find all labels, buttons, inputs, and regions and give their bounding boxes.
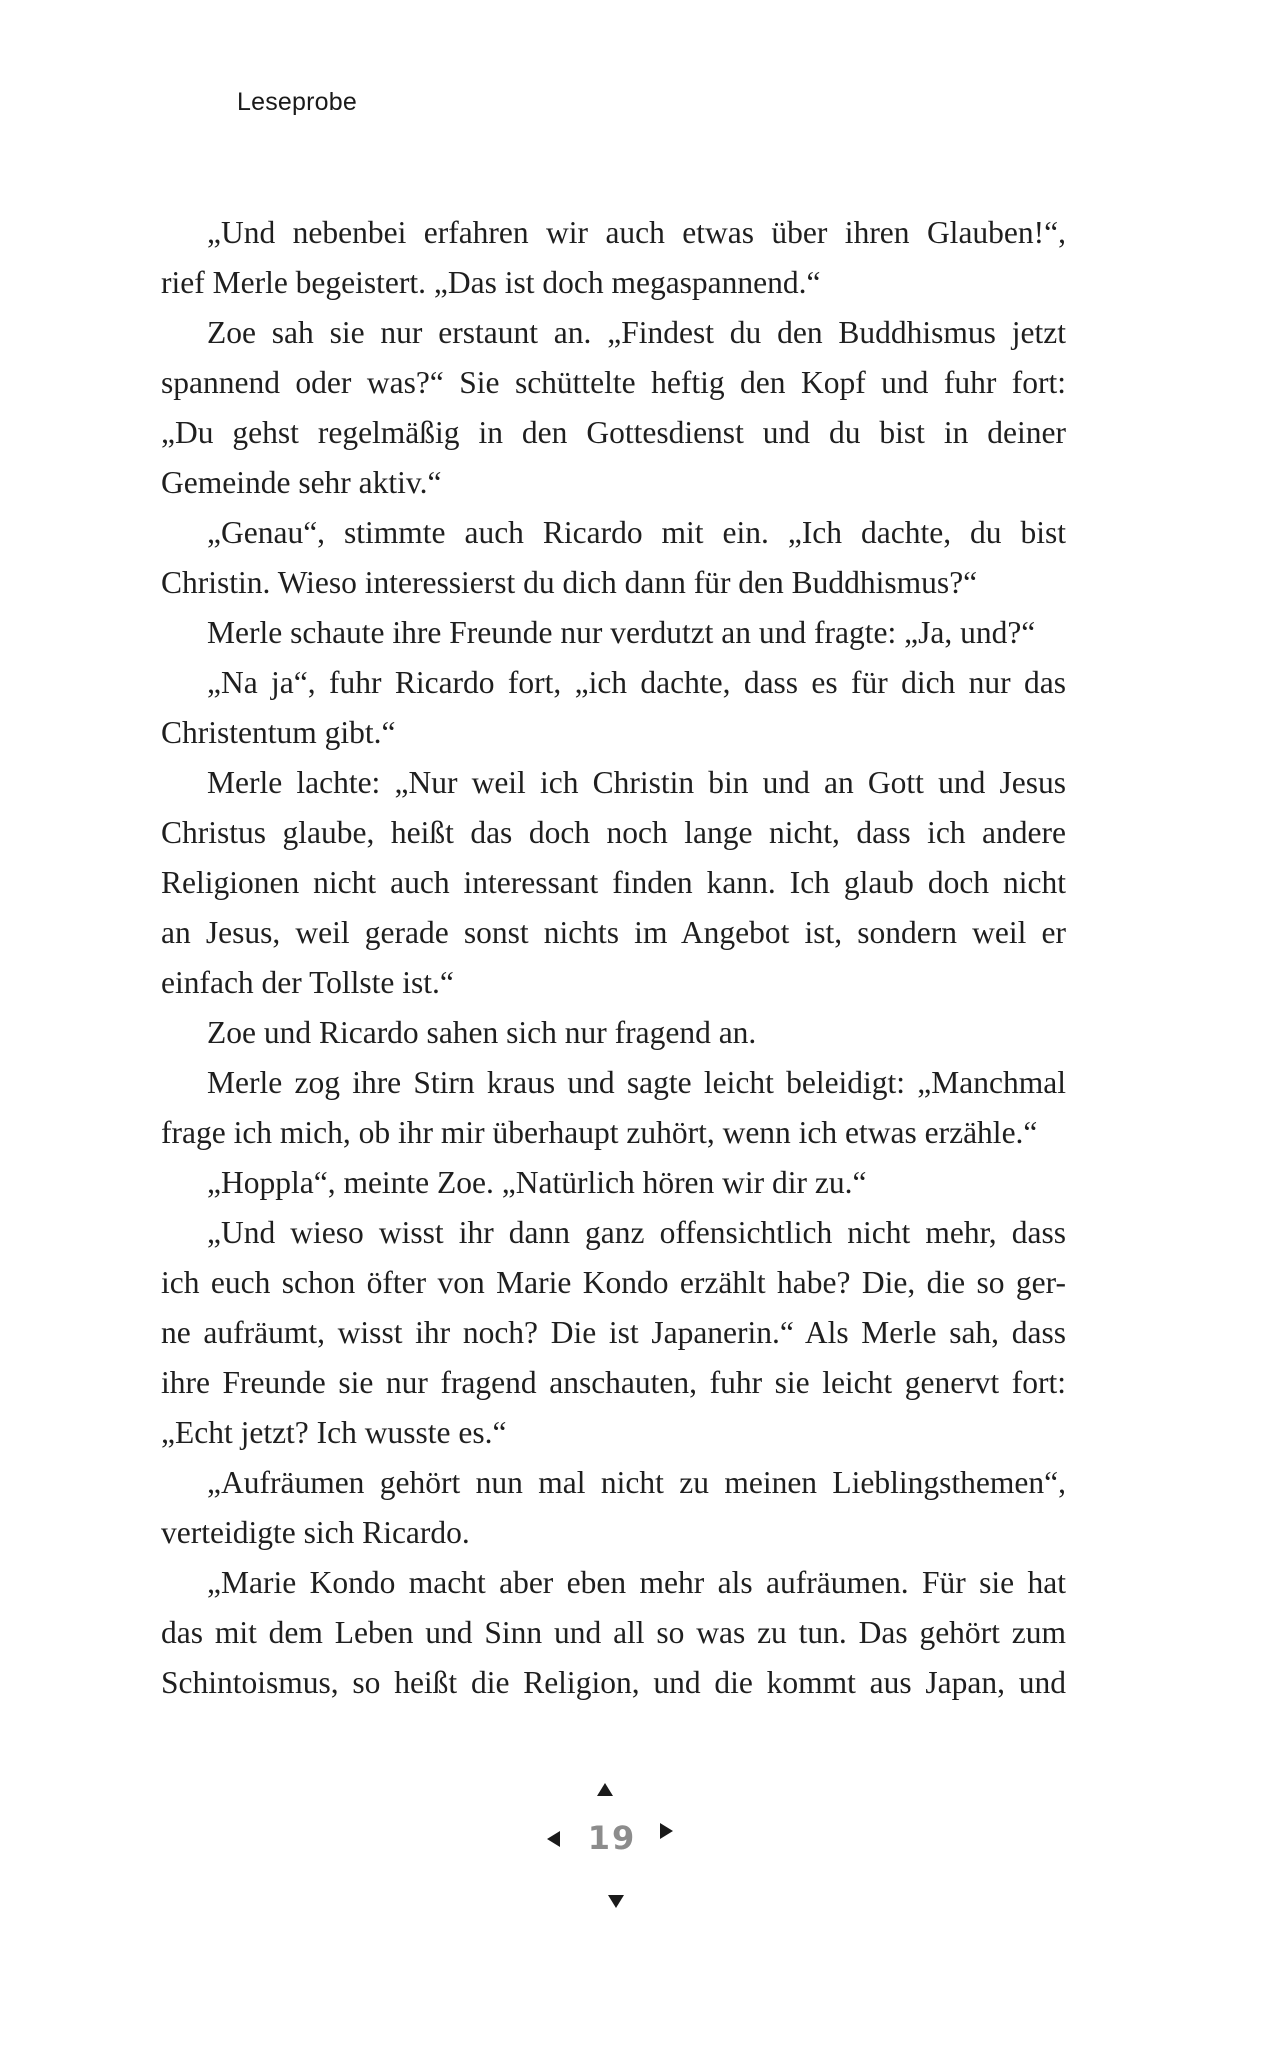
- arrow-right-icon: [660, 1823, 673, 1839]
- text-line: „Du gehst regelmäßig in den Gottesdienst und du bist in deiner: [161, 415, 1066, 450]
- text-line: Merle lachte: „Nur weil ich Christin bin und an Gott und Jesus: [207, 765, 1066, 800]
- body-text: [161, 208, 1066, 1708]
- text-line: Religionen nicht auch interessant finden kann. Ich glaub doch nicht: [161, 865, 1066, 900]
- text-line: ich euch schon öfter von Marie Kondo erzählt habe? Die, die so ger-: [161, 1265, 1066, 1300]
- page-number: 19: [587, 1819, 637, 1857]
- text-line: Zoe und Ricardo sahen sich nur fragend an.: [207, 1015, 757, 1050]
- text-line: „Marie Kondo macht aber eben mehr als aufräumen. Für sie hat: [207, 1565, 1066, 1600]
- text-line: Christentum gibt.“: [161, 715, 396, 750]
- text-line: einfach der Tollste ist.“: [161, 965, 454, 1000]
- arrow-left-icon: [547, 1831, 560, 1847]
- header-label: Leseprobe: [237, 88, 357, 116]
- text-line: frage ich mich, ob ihr mir überhaupt zuhört, wenn ich etwas erzähle.“: [161, 1115, 1038, 1150]
- text-line: „Na ja“, fuhr Ricardo fort, „ich dachte, dass es für dich nur das: [207, 665, 1066, 700]
- page-number-ornament: [545, 1775, 680, 1915]
- text-line: „Echt jetzt? Ich wusste es.“: [161, 1415, 507, 1450]
- text-line: spannend oder was?“ Sie schüttelte heftig den Kopf und fuhr fort:: [161, 365, 1066, 400]
- text-line: Zoe sah sie nur erstaunt an. „Findest du den Buddhismus jetzt: [207, 315, 1066, 350]
- text-line: ihre Freunde sie nur fragend anschauten, fuhr sie leicht genervt fort:: [161, 1365, 1066, 1400]
- text-line: Merle schaute ihre Freunde nur verdutzt an und fragte: „Ja, und?“: [207, 615, 1036, 650]
- text-line: Christin. Wieso interessierst du dich dann für den Buddhismus?“: [161, 565, 978, 600]
- text-line: Merle zog ihre Stirn kraus und sagte leicht beleidigt: „Manchmal: [207, 1065, 1066, 1100]
- text-line: ne aufräumt, wisst ihr noch? Die ist Japanerin.“ Als Merle sah, dass: [161, 1315, 1066, 1350]
- text-line: „Und wieso wisst ihr dann ganz offensichtlich nicht mehr, dass: [207, 1215, 1066, 1250]
- text-line: rief Merle begeistert. „Das ist doch megaspannend.“: [161, 265, 821, 300]
- text-line: Christus glaube, heißt das doch noch lange nicht, dass ich andere: [161, 815, 1066, 850]
- text-line: Gemeinde sehr aktiv.“: [161, 465, 442, 500]
- text-line: Schintoismus, so heißt die Religion, und die kommt aus Japan, und: [161, 1665, 1066, 1700]
- text-line: „Genau“, stimmte auch Ricardo mit ein. „Ich dachte, du bist: [207, 515, 1066, 550]
- text-line: an Jesus, weil gerade sonst nichts im Angebot ist, sondern weil er: [161, 915, 1066, 950]
- text-line: das mit dem Leben und Sinn und all so was zu tun. Das gehört zum: [161, 1615, 1066, 1650]
- text-line: „Hoppla“, meinte Zoe. „Natürlich hören wir dir zu.“: [207, 1165, 867, 1200]
- text-line: verteidigte sich Ricardo.: [161, 1515, 470, 1550]
- arrow-up-icon: [597, 1783, 613, 1796]
- arrow-down-icon: [608, 1895, 624, 1908]
- text-line: „Und nebenbei erfahren wir auch etwas über ihren Glauben!“,: [207, 215, 1066, 250]
- text-line: „Aufräumen gehört nun mal nicht zu meinen Lieblingsthemen“,: [207, 1465, 1066, 1500]
